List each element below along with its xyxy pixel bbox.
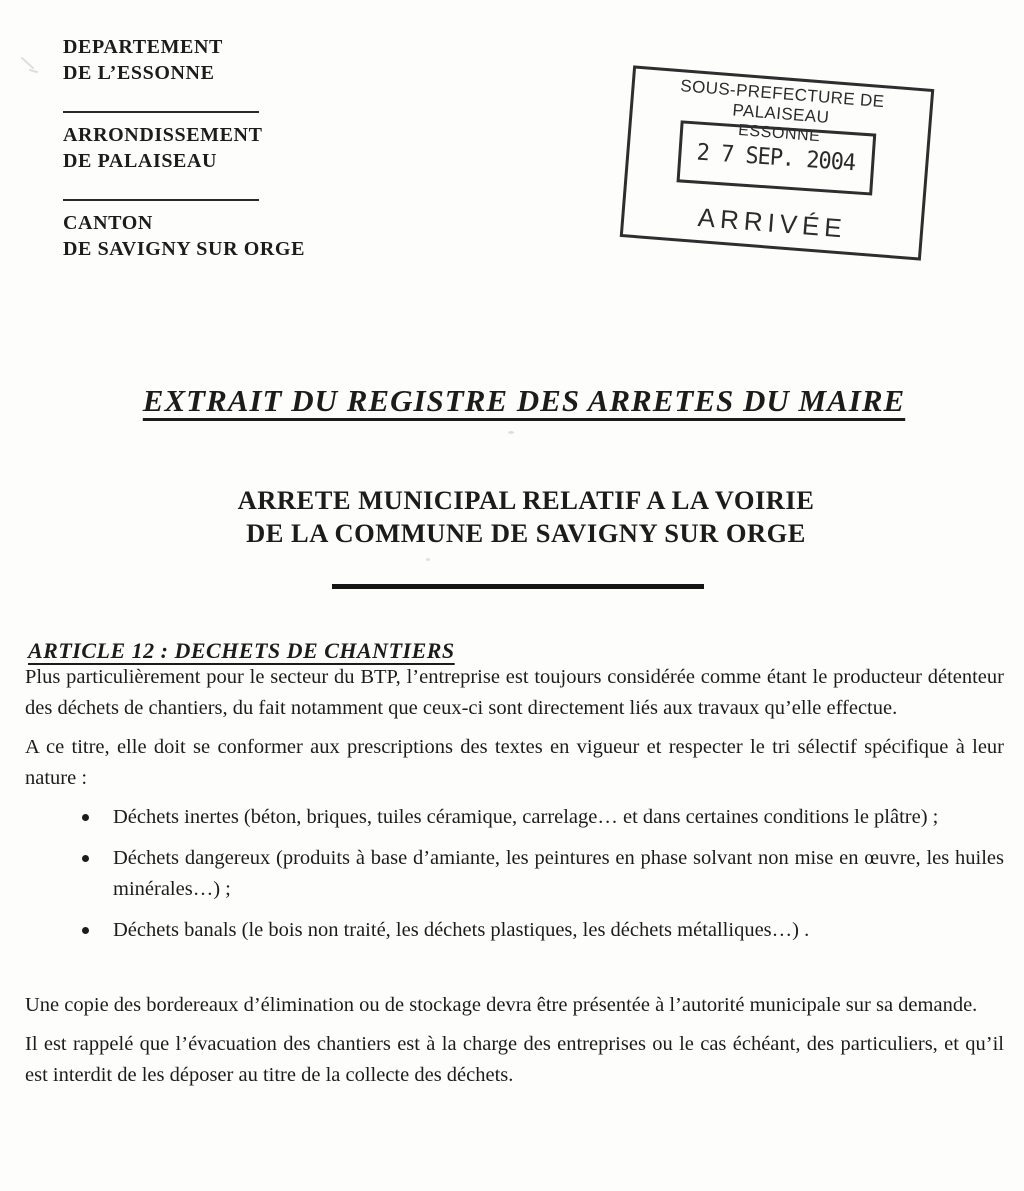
pen-mark-icon (18, 50, 52, 84)
subtitle-line2: DE LA COMMUNE DE SAVIGNY SUR ORGE (246, 518, 806, 548)
bullet-icon (82, 814, 89, 821)
department-label-line1: DEPARTEMENT (63, 36, 223, 58)
list-item-text: Déchets dangereux (produits à base d’amiante, les peintures en phase solvant non mise en œuvre, les huiles minérales…) ; (113, 847, 1004, 900)
section-divider-rule (332, 584, 704, 589)
article-body (25, 662, 1004, 1099)
scan-speck (508, 431, 514, 434)
stamp-status: ARRIVÉE (696, 202, 848, 244)
waste-types-list (25, 802, 1004, 946)
list-item-text: Déchets inertes (béton, briques, tuiles céramique, carrelage… et dans certaines conditions le plâtre) ; (113, 806, 939, 828)
stamp-office-department: ESSONNE (737, 121, 822, 146)
admin-header-block (63, 34, 305, 262)
list-item (25, 802, 1004, 833)
bullet-icon (82, 855, 89, 862)
document-subtitle (14, 484, 1024, 550)
list-item (25, 843, 1004, 905)
list-item-text: Déchets banals (le bois non traité, les déchets plastiques, les déchets métalliques…) . (113, 919, 810, 941)
article-heading: ARTICLE 12 : DECHETS DE CHANTIERS (28, 638, 455, 664)
paragraph: Une copie des bordereaux d’élimination ou de stockage devra être présentée à l’autorité municipale sur sa demande. (25, 994, 978, 1016)
paragraph: Il est rappelé que l’évacuation des chantiers est à la charge des entreprises ou le cas échéant, des particuliers, et qu’il est interdit de les déposer au titre de la collecte des déchets. (25, 1033, 1004, 1086)
list-item (25, 915, 1004, 946)
canton-label-line1: CANTON (63, 212, 153, 234)
separator-line (63, 199, 259, 201)
canton-label-line2: DE SAVIGNY SUR ORGE (63, 238, 306, 260)
document-title: EXTRAIT DU REGISTRE DES ARRETES DU MAIRE (142, 382, 906, 418)
stamp-date: 2 7 SEP. 2004 (696, 139, 857, 177)
arrondissement-label-line1: ARRONDISSEMENT (63, 124, 263, 146)
stamp-date-box (677, 120, 877, 195)
stamp-office-name: SOUS-PREFECTURE DE PALAISEAU (679, 76, 886, 127)
paragraph: Plus particulièrement pour le secteur du BTP, l’entreprise est toujours considérée comme étant le producteur détenteur des déchets de chantiers, du fait notamment que ceux-ci sont directement liés aux travaux qu’elle effectue. (25, 666, 1004, 719)
separator-line (63, 111, 259, 113)
arrival-stamp (620, 65, 935, 260)
bullet-icon (82, 927, 89, 934)
paragraph: A ce titre, elle doit se conformer aux prescriptions des textes en vigueur et respecter le tri sélectif spécifique à leur nature : (25, 736, 1004, 789)
scan-speck (426, 558, 430, 561)
arrondissement-label-line2: DE PALAISEAU (63, 150, 218, 172)
subtitle-line1: ARRETE MUNICIPAL RELATIF A LA VOIRIE (237, 485, 815, 515)
department-label-line2: DE L’ESSONNE (63, 62, 215, 84)
